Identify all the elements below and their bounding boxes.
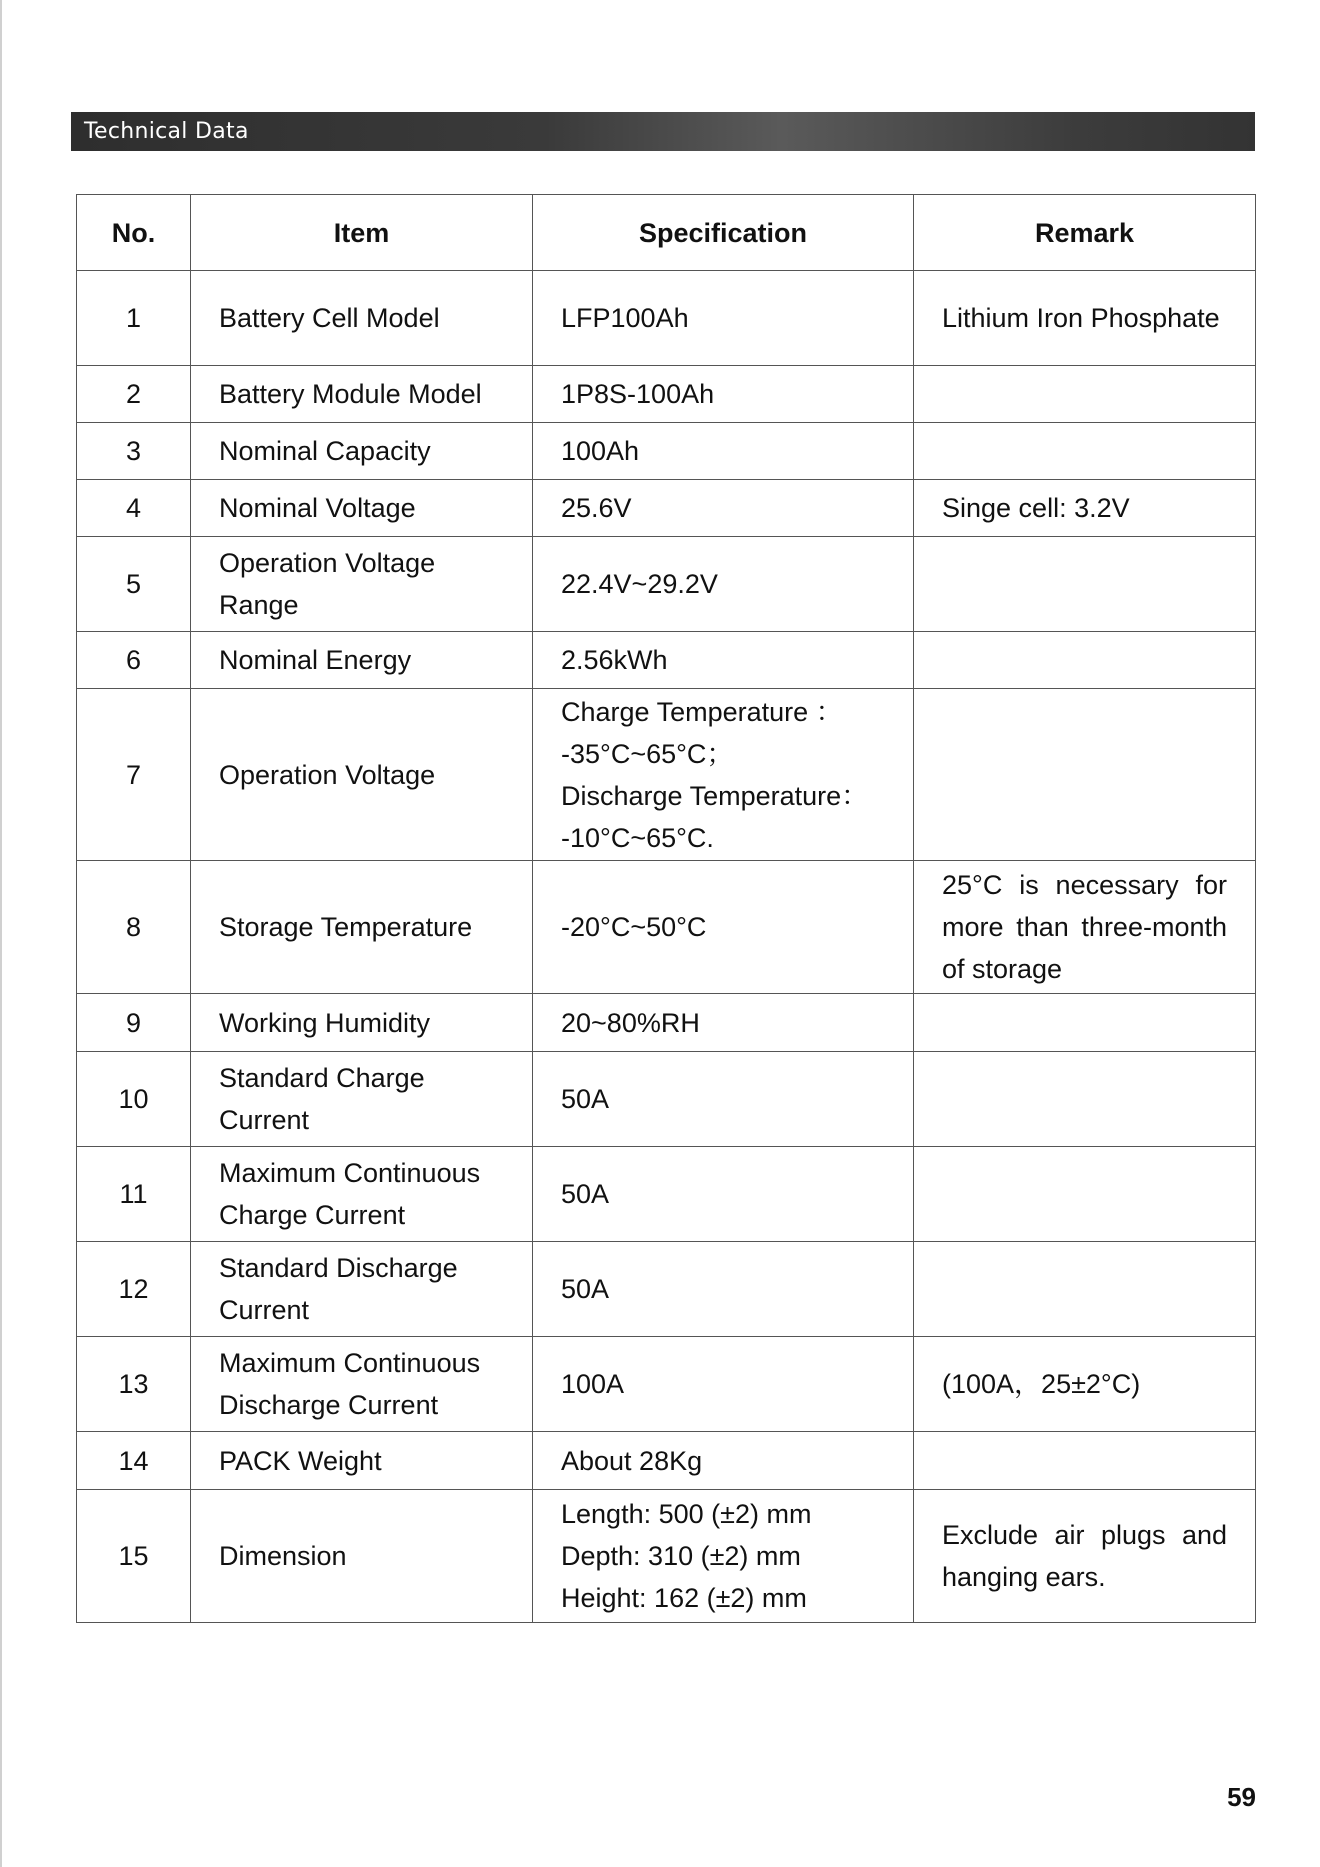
item-cell: Standard Discharge Current xyxy=(191,1242,533,1337)
specification-cell: 100Ah xyxy=(533,423,914,480)
item-cell: Maximum Continuous Discharge Current xyxy=(191,1337,533,1432)
row-number: 10 xyxy=(77,1052,191,1147)
specification-cell: 100A xyxy=(533,1337,914,1432)
spec-line: Charge Temperature ： xyxy=(561,696,843,727)
page-edge-line xyxy=(0,0,2,1867)
row-number: 3 xyxy=(77,423,191,480)
column-header-item: Item xyxy=(191,195,533,271)
item-cell: Dimension xyxy=(191,1490,533,1623)
table-row xyxy=(77,480,1256,537)
remark-cell: Singe cell: 3.2V xyxy=(914,480,1256,537)
remark-cell xyxy=(914,1052,1256,1147)
table-row xyxy=(77,537,1256,632)
spec-line: Discharge Temperature： xyxy=(561,780,869,811)
specification-cell: 1P8S-100Ah xyxy=(533,366,914,423)
row-number: 6 xyxy=(77,632,191,689)
remark-cell xyxy=(914,632,1256,689)
specification-cell: 20~80%RH xyxy=(533,994,914,1052)
row-number: 13 xyxy=(77,1337,191,1432)
specification-cell: 50A xyxy=(533,1052,914,1147)
row-number: 12 xyxy=(77,1242,191,1337)
row-number: 7 xyxy=(77,689,191,861)
spec-line: Length: 500 (±2) mm xyxy=(561,1499,812,1529)
item-cell: Nominal Energy xyxy=(191,632,533,689)
page-number: 59 xyxy=(1227,1782,1256,1812)
spec-line: -35°C~65°C； xyxy=(561,738,734,769)
item-cell: Battery Module Model xyxy=(191,366,533,423)
table-row xyxy=(77,861,1256,994)
specification-cell: About 28Kg xyxy=(533,1432,914,1490)
specification-cell: 50A xyxy=(533,1242,914,1337)
specification-cell xyxy=(533,689,914,861)
section-header: Technical Data xyxy=(71,112,1255,151)
remark-cell xyxy=(914,1242,1256,1337)
row-number: 9 xyxy=(77,994,191,1052)
row-number: 14 xyxy=(77,1432,191,1490)
table-row xyxy=(77,689,1256,861)
item-cell: Nominal Voltage xyxy=(191,480,533,537)
row-number: 5 xyxy=(77,537,191,632)
table-row xyxy=(77,1490,1256,1623)
item-cell: Working Humidity xyxy=(191,994,533,1052)
remark-cell: Exclude air plugs and hanging ears. xyxy=(914,1490,1256,1623)
specification-cell: 2.56kWh xyxy=(533,632,914,689)
row-number: 1 xyxy=(77,271,191,366)
row-number: 8 xyxy=(77,861,191,994)
table-row xyxy=(77,632,1256,689)
table-row xyxy=(77,423,1256,480)
spec-line: -10°C~65°C. xyxy=(561,822,714,853)
row-number: 4 xyxy=(77,480,191,537)
specification-cell: 22.4V~29.2V xyxy=(533,537,914,632)
remark-cell: Lithium Iron Phosphate xyxy=(914,271,1256,366)
column-header-specification: Specification xyxy=(533,195,914,271)
column-header-no: No. xyxy=(77,195,191,271)
remark-cell xyxy=(914,537,1256,632)
item-cell: Battery Cell Model xyxy=(191,271,533,366)
table-row xyxy=(77,1337,1256,1432)
specification-cell: 50A xyxy=(533,1147,914,1242)
remark-cell: 25°C is necessary for more than three-month of storage xyxy=(914,861,1256,994)
table-row xyxy=(77,994,1256,1052)
specification-cell: -20°C~50°C xyxy=(533,861,914,994)
item-cell: Operation Voltage Range xyxy=(191,537,533,632)
remark-cell xyxy=(914,689,1256,861)
specification-cell: 25.6V xyxy=(533,480,914,537)
remark-cell xyxy=(914,366,1256,423)
remark-cell xyxy=(914,1432,1256,1490)
item-cell: PACK Weight xyxy=(191,1432,533,1490)
table-row xyxy=(77,1052,1256,1147)
row-number: 15 xyxy=(77,1490,191,1623)
item-cell: Nominal Capacity xyxy=(191,423,533,480)
table-row xyxy=(77,271,1256,366)
item-cell: Storage Temperature xyxy=(191,861,533,994)
table-row xyxy=(77,366,1256,423)
item-cell: Standard Charge Current xyxy=(191,1052,533,1147)
remark-cell: (100A，25±2°C) xyxy=(914,1337,1256,1432)
remark-cell xyxy=(914,423,1256,480)
item-cell: Operation Voltage xyxy=(191,689,533,861)
table-row xyxy=(77,1147,1256,1242)
table-header-row xyxy=(77,195,1256,271)
remark-cell xyxy=(914,994,1256,1052)
spec-line: Depth: 310 (±2) mm xyxy=(561,1541,801,1571)
spec-line: Height: 162 (±2) mm xyxy=(561,1583,807,1613)
remark-cell xyxy=(914,1147,1256,1242)
table-row xyxy=(77,1242,1256,1337)
column-header-remark: Remark xyxy=(914,195,1256,271)
row-number: 2 xyxy=(77,366,191,423)
specification-cell: LFP100Ah xyxy=(533,271,914,366)
technical-data-table xyxy=(76,194,1256,1623)
item-cell: Maximum Continuous Charge Current xyxy=(191,1147,533,1242)
specification-cell xyxy=(533,1490,914,1623)
table-row xyxy=(77,1432,1256,1490)
row-number: 11 xyxy=(77,1147,191,1242)
